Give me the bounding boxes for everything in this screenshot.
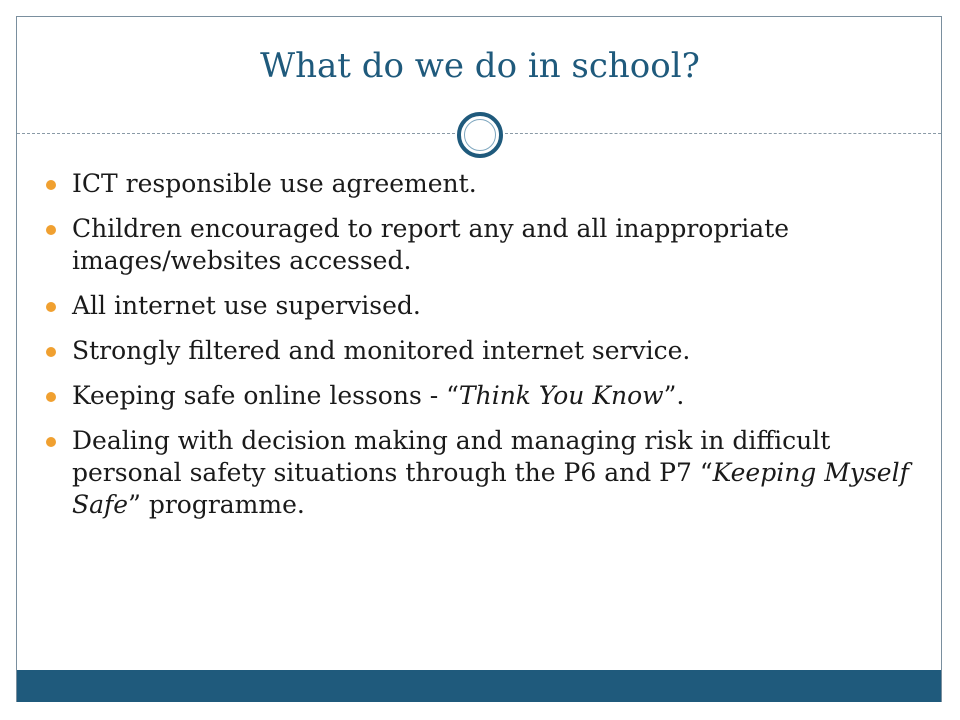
bullet-item: [46, 380, 916, 412]
bullet-item: [46, 335, 916, 367]
dot-icon: [46, 180, 56, 190]
dot-icon: [46, 347, 56, 357]
bullet-text: All internet use supervised.: [72, 291, 421, 320]
bullet-item: [46, 290, 916, 322]
bullet-item: [46, 213, 916, 277]
dot-icon: [46, 392, 56, 402]
bullet-text: Children encouraged to report any and all inappropriate images/websites accessed.: [72, 214, 790, 275]
dot-icon: [46, 225, 56, 235]
bullet-text-post: ”.: [663, 381, 685, 410]
bullet-list: [46, 168, 916, 534]
dot-icon: [46, 302, 56, 312]
bullet-text-pre: Keeping safe online lessons - “: [72, 381, 459, 410]
title-divider-right: [505, 133, 941, 134]
bullet-text-emphasis: Keeping Myself Safe: [72, 458, 909, 519]
bullet-text: ICT responsible use agreement.: [72, 169, 477, 198]
footer-bar: [17, 670, 941, 702]
dot-icon: [46, 437, 56, 447]
slide-title: What do we do in school?: [260, 46, 700, 86]
ring-icon: [455, 110, 505, 160]
bullet-item: [46, 168, 916, 200]
bullet-item: [46, 425, 916, 521]
title-divider-left: [17, 133, 455, 134]
bullet-text-post: ” programme.: [128, 490, 305, 519]
bullet-text-emphasis: Think You Know: [458, 381, 664, 410]
bullet-text: Strongly filtered and monitored internet service.: [72, 336, 691, 365]
bullet-text-pre: Dealing with decision making and managing risk in difficult personal safety situations through the P6 and P7 “: [72, 426, 831, 487]
